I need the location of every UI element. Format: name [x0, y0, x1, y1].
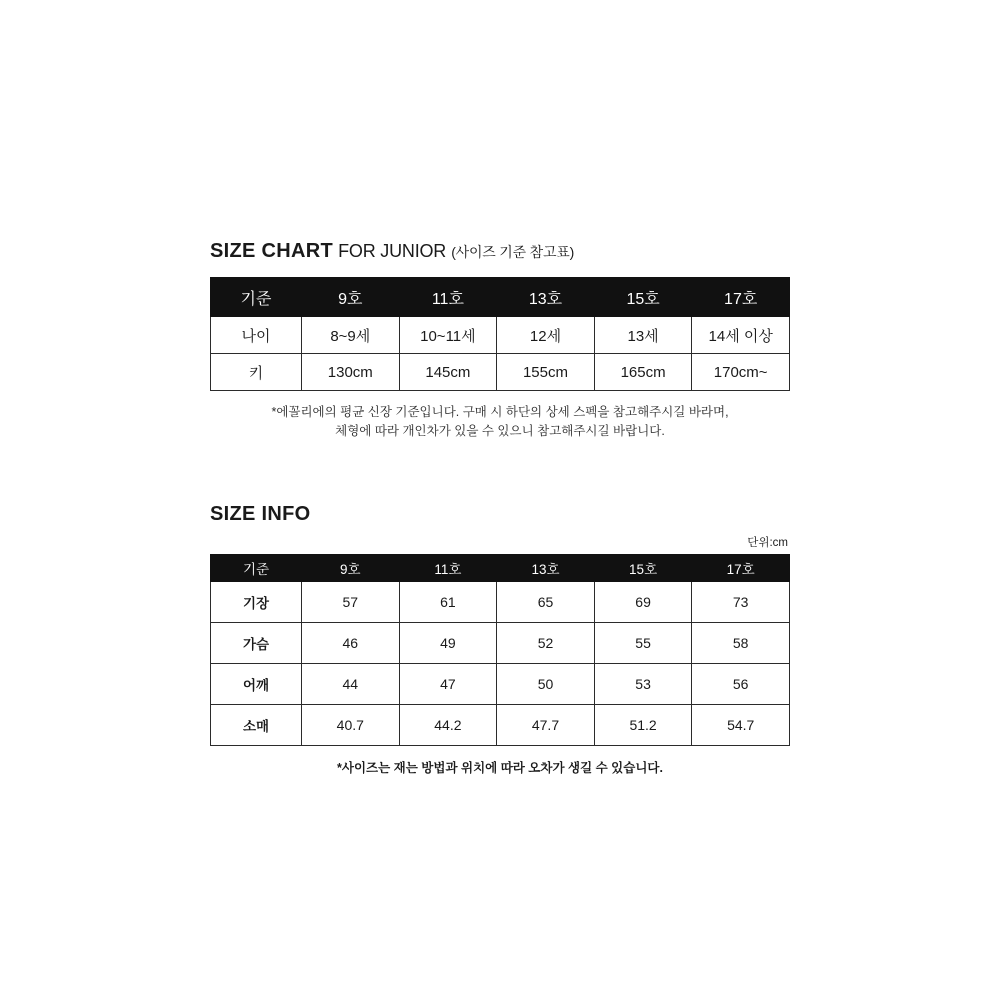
size-info-row-0-cell-4: 73 [692, 582, 790, 623]
size-info-header-0: 기준 [211, 555, 302, 582]
size-info-row-1-cell-2: 52 [497, 623, 595, 664]
size-chart-header-3: 13호 [497, 278, 595, 317]
size-chart-row-1-cell-1: 145cm [399, 354, 497, 391]
size-chart-note-line-1: *에꼴리에의 평균 신장 기준입니다. 구매 시 하단의 상세 스펙을 참고해주시길 바라며, [271, 405, 729, 419]
table-header-row [211, 555, 790, 582]
size-info-row-0-cell-2: 65 [497, 582, 595, 623]
size-chart-row-0-label: 나이 [211, 317, 302, 354]
size-chart-header-4: 15호 [594, 278, 692, 317]
size-info-row-3-cell-3: 51.2 [594, 705, 692, 746]
size-chart-title-paren: (사이즈 기준 참고표) [451, 244, 575, 260]
size-info-row-3-cell-2: 47.7 [497, 705, 595, 746]
size-chart-header-2: 11호 [399, 278, 497, 317]
size-info-row-3-cell-0: 40.7 [302, 705, 400, 746]
size-info-row-3-cell-1: 44.2 [399, 705, 497, 746]
size-chart-note-line-2: 체형에 따라 개인차가 있을 수 있으니 참고해주시길 바랍니다. [335, 424, 665, 439]
size-info-note: *사이즈는 재는 방법과 위치에 따라 오차가 생길 수 있습니다. [337, 761, 663, 775]
size-chart-row-1-cell-4: 170cm~ [692, 354, 790, 391]
size-info-row-2-cell-1: 47 [399, 664, 497, 705]
size-chart-row-0-cell-3: 13세 [594, 317, 692, 354]
size-info-section [210, 503, 790, 776]
size-info-row-2-cell-0: 44 [302, 664, 400, 705]
size-info-header-3: 13호 [497, 555, 595, 582]
size-info-unit-label: 단위:cm [747, 537, 788, 549]
size-chart-title-strong: SIZE CHART [210, 240, 333, 262]
size-info-table [210, 554, 790, 746]
size-chart-row-0-cell-1: 10~11세 [399, 317, 497, 354]
size-chart-row-0-cell-4: 14세 이상 [692, 317, 790, 354]
size-info-header-1: 9호 [302, 555, 400, 582]
size-info-row-2-cell-2: 50 [497, 664, 595, 705]
size-info-header-4: 15호 [594, 555, 692, 582]
size-info-title: SIZE INFO [210, 503, 311, 525]
size-chart-row-0-cell-0: 8~9세 [302, 317, 400, 354]
size-info-row-0-cell-0: 57 [302, 582, 400, 623]
table-row [211, 664, 790, 705]
size-info-row-0-label: 기장 [211, 582, 302, 623]
size-chart-header-0: 기준 [211, 278, 302, 317]
size-chart-section [210, 240, 790, 442]
size-info-row-0-cell-1: 61 [399, 582, 497, 623]
table-row [211, 317, 790, 354]
table-row [211, 354, 790, 391]
size-info-row-2-label: 어깨 [211, 664, 302, 705]
size-info-row-1-cell-0: 46 [302, 623, 400, 664]
size-info-row-1-label: 가슴 [211, 623, 302, 664]
size-chart-row-1-cell-0: 130cm [302, 354, 400, 391]
size-info-row-3-cell-4: 54.7 [692, 705, 790, 746]
size-info-header-5: 17호 [692, 555, 790, 582]
size-chart-row-1-cell-3: 165cm [594, 354, 692, 391]
size-info-row-2-cell-4: 56 [692, 664, 790, 705]
table-header-row [211, 278, 790, 317]
size-info-row-2-cell-3: 53 [594, 664, 692, 705]
size-info-row-3-label: 소매 [211, 705, 302, 746]
size-info-row-1-cell-4: 58 [692, 623, 790, 664]
size-info-header-2: 11호 [399, 555, 497, 582]
size-chart-row-1-cell-2: 155cm [497, 354, 595, 391]
size-chart-row-0-cell-2: 12세 [497, 317, 595, 354]
size-chart-header-1: 9호 [302, 278, 400, 317]
size-info-row-1-cell-1: 49 [399, 623, 497, 664]
size-chart-header-5: 17호 [692, 278, 790, 317]
size-chart-row-1-label: 키 [211, 354, 302, 391]
size-info-row-1-cell-3: 55 [594, 623, 692, 664]
table-row [211, 705, 790, 746]
size-chart-table [210, 277, 790, 391]
table-row [211, 623, 790, 664]
size-info-row-0-cell-3: 69 [594, 582, 692, 623]
size-chart-title [210, 240, 790, 263]
size-chart-title-light: FOR JUNIOR [338, 241, 447, 261]
table-row [211, 582, 790, 623]
size-chart-note [210, 403, 790, 442]
